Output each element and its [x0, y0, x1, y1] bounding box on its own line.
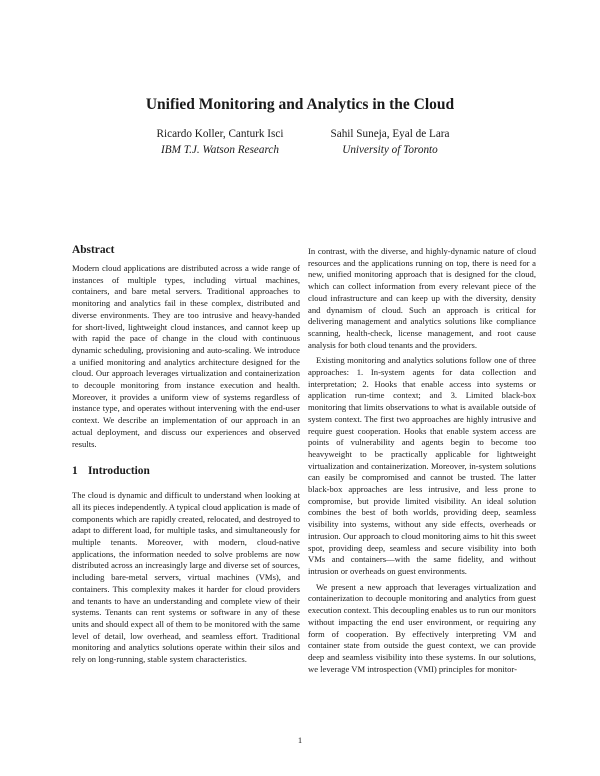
- page-number: 1: [297, 735, 303, 745]
- author-block-1: [140, 126, 300, 158]
- section-title: Introduction: [88, 465, 150, 478]
- introduction-heading: [72, 465, 300, 477]
- abstract-heading: Abstract: [72, 244, 115, 256]
- author-affiliation: IBM T.J. Watson Research: [161, 144, 279, 156]
- introduction-paragraph: The cloud is dynamic and difficult to understand when looking at all its pieces independently. A typical cloud application is made of components which are rapidly created, relocated, and destroyed to adapt to different load, for multiple tasks, and simultaneously for multiple tenants. Moreover, with modern, cloud-native applications, the information needed to solve problems are now distributed across an increasingly large and diverse set of sources, including bare-metal servers, virtual machines (VMs), and containers. This complexity makes it harder for cloud providers and tenants to have an understanding and complete view of their systems. Tenants can rent systems or software in any of these units and should expect all of them to be monitored with the same level of detail, low overhead, and seamless effort. Traditional monitoring and analytics solutions operate within their silos and rely on long-running, stable system characteristics.: [72, 490, 300, 665]
- left-column: [72, 244, 300, 666]
- paper-title: Unified Monitoring and Analytics in the Cloud: [145, 96, 455, 113]
- section-number: 1: [72, 465, 78, 478]
- right-column: [308, 246, 536, 675]
- author-names: Sahil Suneja, Eyal de Lara: [330, 128, 450, 140]
- body-paragraph: In contrast, with the diverse, and highly-dynamic nature of cloud resources and the applications running on top, there is need for a new, unified monitoring approach that is designed for the cloud, which can collect information from every relevant piece of the cloud infrastructure and can keep up with the diversity, density and dynamism of cloud. Such an approach is critical for delivering management and analytics solutions like compliance scanning, health-check, license management, and root cause analysis for both cloud tenants and the providers.: [308, 246, 536, 350]
- author-names: Ricardo Koller, Canturk Isci: [156, 128, 284, 140]
- abstract-text: Modern cloud applications are distributed across a wide range of instances of multiple types, including virtual machines, containers, and bare metal servers. Traditional approaches to monitoring and analytics fail in these complex, distributed and diverse environments. They are too intrusive and heavy-handed for short-lived, lightweight cloud instances, and cannot keep up with rapid the pace of change in the cloud with continuous dynamic scheduling, provisioning and auto-scaling. We introduce a unified monitoring and analytics architecture designed for the cloud. Our approach leverages virtualization and containerization to decouple monitoring from instance execution and health. Moreover, it provides a uniform view of systems regardless of instance type, and operates without intervening with the end-user context. We describe an implementation of our approach in an actual deployment, and discuss our experiences and observed results.: [72, 263, 300, 449]
- body-paragraph: We present a new approach that leverages virtualization and containerization to decouple monitoring and analytics from guest execution context. This decoupling enables us to run our monitors without impacting the end user environment, or requiring any form of cooperation. By effectively interpreting VM and container state from outside the guest context, we can provide deep and seamless visibility into these systems. In our solutions, we leverage VM introspection (VMI) principles for monitor-: [308, 581, 536, 674]
- author-block-2: [310, 126, 470, 158]
- author-affiliation: University of Toronto: [342, 144, 438, 156]
- body-paragraph: Existing monitoring and analytics solutions follow one of three approaches: 1. In-system agents for data collection and interpretation; 2. Hooks that enable access into systems or application run-time context; and 3. Limited black-box monitoring that limits observations to what is available outside of system context. The first two approaches are highly intrusive and require guest cooperation. Hooks that enable system access are points of vulnerability and agents begin to become too heavyweight to be practically applicable for lightweight virtualization and containerization. Moreover, in-system solutions can easily be compromised and cannot be trusted. The latter black-box approaches are less intrusive, and less prone to compromise, but provide limited visibility. An ideal solution combines the best of both worlds, providing deep, seamless visibility into systems, without any side effects, overheads or intrusion. Our approach to cloud monitoring aims to hit this sweet spot, providing deep, seamless and secure visibility into both VMs and containers—with the same fidelity, and without intrusion or overheads on guest environments.: [308, 355, 536, 576]
